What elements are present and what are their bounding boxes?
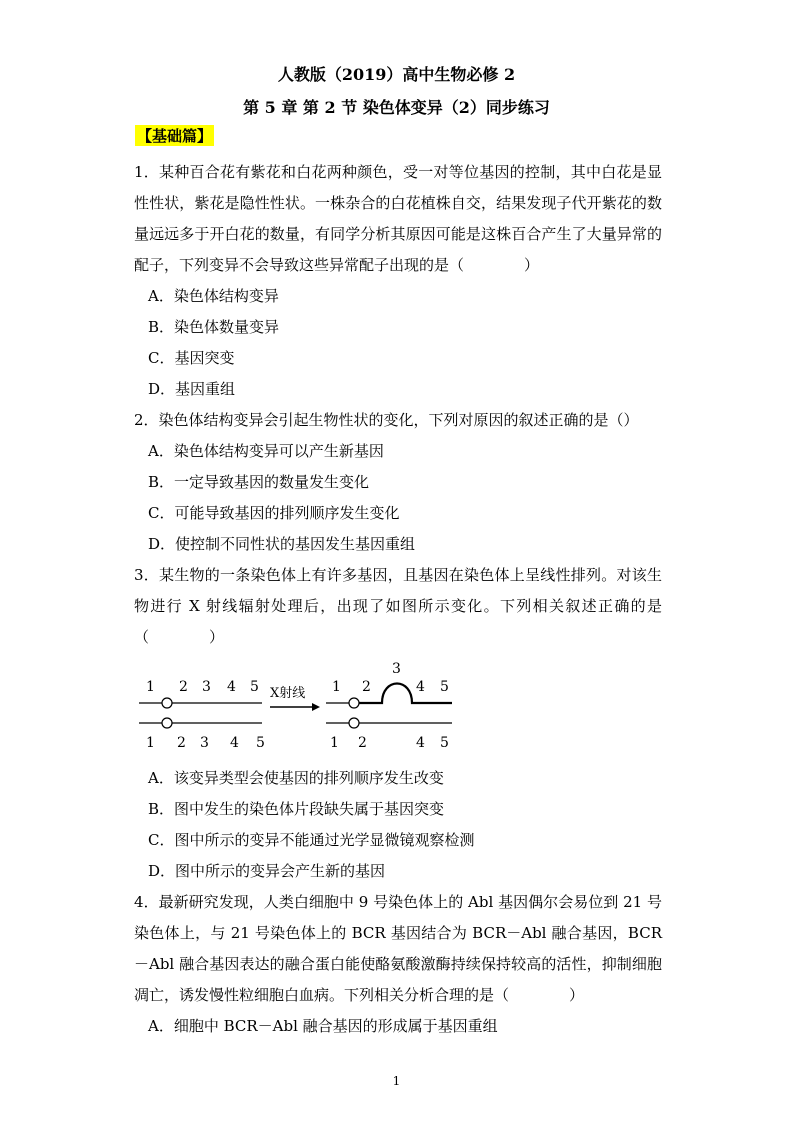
left-bottom-centromere xyxy=(162,718,172,728)
document-subtitle: 第 5 章 第 2 节 染色体变异（2）同步练习 xyxy=(243,98,550,117)
right-top-label-1: 1 xyxy=(332,679,341,695)
left-top-label-2: 2 xyxy=(179,679,188,695)
question-2-option-a: A．染色体结构变异可以产生新基因 xyxy=(148,442,384,460)
question-3-option-a: A．该变异类型会使基因的排列顺序发生改变 xyxy=(148,769,444,787)
right-top-label-4: 4 xyxy=(416,679,425,695)
page-number: 1 xyxy=(392,1074,401,1088)
question-2-text: 2．染色体结构变异会引起生物性状的变化，下列对原因的叙述正确的是（） xyxy=(134,411,639,429)
right-bottom-label-4: 4 xyxy=(416,735,425,751)
question-3-option-d: D．图中所示的变异会产生新的基因 xyxy=(148,862,386,880)
question-1-option-a: A．染色体结构变异 xyxy=(148,287,279,305)
right-top-centromere xyxy=(349,698,359,708)
left-top-label-1: 1 xyxy=(146,679,155,695)
left-bottom-label-4: 4 xyxy=(230,735,239,751)
question-4-option-a: A．细胞中 BCR－Abl 融合基因的形成属于基因重组 xyxy=(148,1017,498,1035)
left-top-label-4: 4 xyxy=(227,679,236,695)
x-ray-label: X射线 xyxy=(270,686,306,701)
document-title: 人教版（2019）高中生物必修 2 xyxy=(277,65,516,84)
questions-area xyxy=(134,157,662,1042)
question-3-option-c: C．图中所示的变异不能通过光学显微镜观察检测 xyxy=(148,831,475,849)
right-bottom-label-2: 2 xyxy=(358,735,367,751)
question-1-text: 1．某种百合花有紫花和白花两种颜色，受一对等位基因的控制，其中白花是显性性状，紫花是隐性性状。一株杂合的白花植株自交，结果发现子代开紫花的数量远远多于开白花的数量，有同学分析其原因可能是这株百合产生了大量异常的配子，下列变异不会导致这些异常配子出现的是（ ） xyxy=(134,163,662,274)
section-heading: 【基础篇】 xyxy=(137,127,213,145)
chromosome-diagram-svg xyxy=(134,659,474,759)
left-bottom-label-2: 2 xyxy=(177,735,186,751)
question-4-text: 4．最新研究发现，人类白细胞中 9 号染色体上的 Abl 基因偶尔会易位到 21 号染色体上，与 21 号染色体上的 BCR 基因结合为 BCR－Abl 融合基因，BCR－Abl 融合基因表达的融合蛋白能使酪氨酸激酶持续保持较高的活性，抑制细胞凋亡，诱发慢性粒细胞白血病。下列相关分析合理的是（ ） xyxy=(134,893,662,1004)
right-top-label-3: 3 xyxy=(392,661,401,677)
right-bottom-label-5: 5 xyxy=(440,735,449,751)
question-2-option-d: D．使控制不同性状的基因发生基因重组 xyxy=(148,535,416,553)
left-top-centromere xyxy=(162,698,172,708)
right-top-label-5: 5 xyxy=(440,679,449,695)
question-2-option-b: B．一定导致基因的数量发生变化 xyxy=(148,473,370,491)
question-1-option-d: D．基因重组 xyxy=(148,380,236,398)
chromosome-diagram xyxy=(134,659,474,759)
left-bottom-label-1: 1 xyxy=(146,735,155,751)
right-top-chromosome-loop xyxy=(359,684,452,704)
question-3-option-b: B．图中发生的染色体片段缺失属于基因突变 xyxy=(148,800,445,818)
right-bottom-label-1: 1 xyxy=(330,735,339,751)
left-bottom-label-3: 3 xyxy=(200,735,209,751)
right-top-label-2: 2 xyxy=(362,679,371,695)
question-1-option-c: C．基因突变 xyxy=(148,349,235,367)
question-1-option-b: B．染色体数量变异 xyxy=(148,318,280,336)
right-bottom-centromere xyxy=(349,718,359,728)
question-3-text: 3．某生物的一条染色体上有许多基因，且基因在染色体上呈线性排列。对该生物进行 X 射线辐射处理后，出现了如图所示变化。下列相关叙述正确的是（ ） xyxy=(134,566,662,646)
left-bottom-label-5: 5 xyxy=(256,735,265,751)
left-top-label-3: 3 xyxy=(202,679,211,695)
question-2-option-c: C．可能导致基因的排列顺序发生变化 xyxy=(148,504,400,522)
left-top-label-5: 5 xyxy=(250,679,259,695)
arrow-head-icon xyxy=(312,703,320,711)
